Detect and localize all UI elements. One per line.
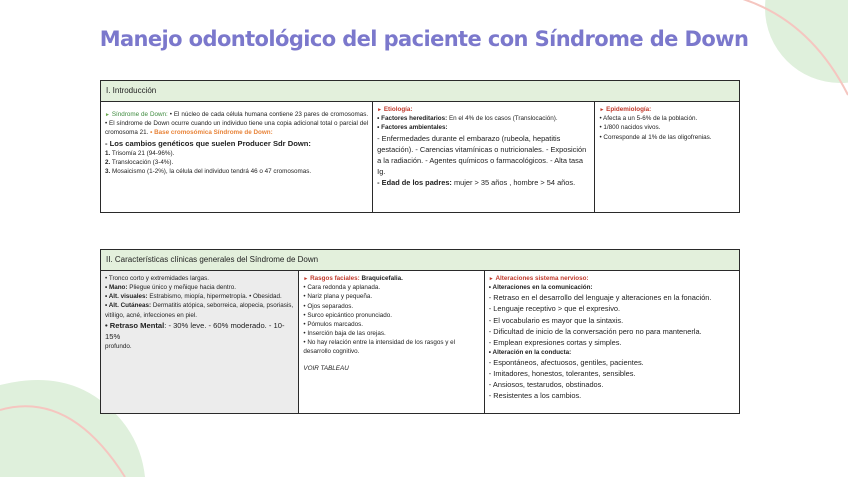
etiology-column bbox=[372, 102, 594, 212]
nervous-label: Alteraciones sistema nervioso: bbox=[495, 275, 589, 282]
nucleus-text: • El núcleo de cada célula humana contiene 23 pares de cromosomas. bbox=[169, 111, 369, 118]
list-item: • Cara redonda y aplanada. bbox=[303, 284, 381, 292]
list-item: • Pómulos marcados. bbox=[303, 320, 363, 328]
list-item: • Ojos separados. bbox=[303, 302, 354, 310]
parents-age-text: mujer > 35 años , hombre > 54 años. bbox=[453, 177, 576, 187]
list-item: - Lenguaje receptivo > que el expresivo. bbox=[488, 304, 621, 314]
section-heading: I. Introducción bbox=[101, 81, 739, 102]
list-item: - Resistentes a los cambios. bbox=[488, 391, 582, 401]
epidemiology-label: Epidemiología: bbox=[606, 106, 652, 113]
list-item: - Espontáneos, afectuosos, gentiles, pacientes. bbox=[488, 358, 644, 368]
see-table-note: VOIR TABLEAU bbox=[303, 365, 349, 373]
trunk-text: • Tronco corto y extremidades largas. bbox=[105, 275, 210, 282]
environmental-text: - Enfermedades durante el embarazo (rubeola, hepatitis gestación). - Carencias vitamínicas o nutricionales. - Exposición a la radiación. - Agentes químicos o farmacológicos. - Alta tasa Ig. bbox=[377, 133, 587, 176]
list-item: • 1/800 nacidos vivos. bbox=[599, 124, 661, 132]
arrow-bullet-icon: ► bbox=[488, 276, 494, 282]
syndrome-label: Síndrome de Down: bbox=[111, 111, 168, 118]
parents-age-label: - Edad de los padres: bbox=[377, 177, 452, 187]
section-introduction bbox=[100, 80, 740, 213]
facial-features-column bbox=[298, 271, 483, 413]
list-item: - Ansiosos, testarudos, obstinados. bbox=[488, 380, 604, 390]
list-item: • Corresponde al 1% de las oligofrenias. bbox=[599, 133, 712, 141]
chromosomal-base-label: • Base cromosómica Síndrome de Down: bbox=[150, 129, 273, 137]
skin-label: • Alt. Cutáneas: bbox=[105, 302, 152, 310]
page-title: Manejo odontológico del paciente con Síndrome de Down bbox=[99, 27, 749, 51]
arrow-bullet-icon: ► bbox=[303, 276, 309, 282]
profound-text: profundo. bbox=[105, 343, 132, 351]
behavior-label: • Alteración en la conducta: bbox=[488, 348, 572, 356]
brachycephaly-label: Braquicefalia. bbox=[361, 275, 403, 282]
mental-text: : - 30% leve. - 60% moderado. - 10-15% bbox=[105, 320, 285, 342]
genetic-changes-label: - Los cambios genéticos que suelen Producer Sdr Down: bbox=[105, 138, 311, 148]
list-item: • Nariz plana y pequeña. bbox=[303, 293, 373, 301]
communication-label: • Alteraciones en la comunicación: bbox=[488, 284, 593, 292]
list-item: - Retraso en el desarrollo del lenguaje y alteraciones en la fonación. bbox=[488, 293, 712, 303]
environmental-label: • Factores ambientales: bbox=[377, 124, 448, 132]
hand-text: Pliegue único y meñique hacia dentro. bbox=[129, 284, 237, 292]
list-item: 1. Trisomía 21 (94-96%). bbox=[105, 149, 175, 157]
section-clinical-features bbox=[100, 249, 740, 414]
arrow-bullet-icon: ► bbox=[105, 112, 110, 118]
list-item: 3. Mosaicismo (1-2%), la célula del individuo tendrá 46 o 47 cromosomas. bbox=[105, 168, 312, 176]
arrow-bullet-icon: ► bbox=[377, 107, 383, 113]
hereditary-label: • Factores hereditarios: bbox=[377, 115, 448, 123]
skin-text: Dermatitis atópica, seborreica, alopecia, psoriasis, vitíligo, acné, infecciones en piel. bbox=[105, 302, 294, 319]
list-item: • Inserción baja de las orejas. bbox=[303, 329, 386, 337]
mental-label: • Retraso Mental bbox=[105, 320, 165, 330]
etiology-label: Etiología: bbox=[383, 106, 413, 113]
hereditary-text: En el 4% de los casos (Translocación). bbox=[448, 115, 558, 123]
list-item: - Dificultad de inicio de la conversación pero no para mantenerla. bbox=[488, 326, 702, 336]
nervous-system-column bbox=[484, 271, 739, 413]
list-item: • Afecta a un 5-6% de la población. bbox=[599, 115, 698, 123]
intro-column bbox=[101, 102, 372, 212]
visual-text: Estrabismo, miopía, hipermetropía. • Obesidad. bbox=[149, 293, 282, 301]
list-item: • Surco epicántico pronunciado. bbox=[303, 311, 393, 319]
epidemiology-column bbox=[594, 102, 739, 212]
arrow-bullet-icon: ► bbox=[599, 107, 605, 113]
general-features-column bbox=[101, 271, 298, 413]
list-item: - Imitadores, honestos, tolerantes, sensibles. bbox=[488, 369, 636, 379]
facial-label: Rasgos faciales: bbox=[310, 275, 360, 282]
section-heading: II. Características clínicas generales del Síndrome de Down bbox=[101, 250, 739, 271]
syndrome-text: • El síndrome de Down ocurre cuando un individuo tiene una copia adicional total o parcial del cromosoma 21. bbox=[105, 120, 369, 137]
list-item: - El vocabulario es mayor que la sintaxis. bbox=[488, 315, 624, 325]
list-item: 2. Translocación (3-4%). bbox=[105, 159, 174, 167]
syndrome-paragraph bbox=[105, 110, 368, 138]
list-item: - Emplean expresiones cortas y simples. bbox=[488, 337, 622, 347]
list-item: • No hay relación entre la intensidad de los rasgos y el desarrollo cognitivo. bbox=[303, 339, 456, 356]
visual-label: • Alt. visuales: bbox=[105, 293, 148, 301]
hand-label: • Mano: bbox=[105, 284, 128, 292]
